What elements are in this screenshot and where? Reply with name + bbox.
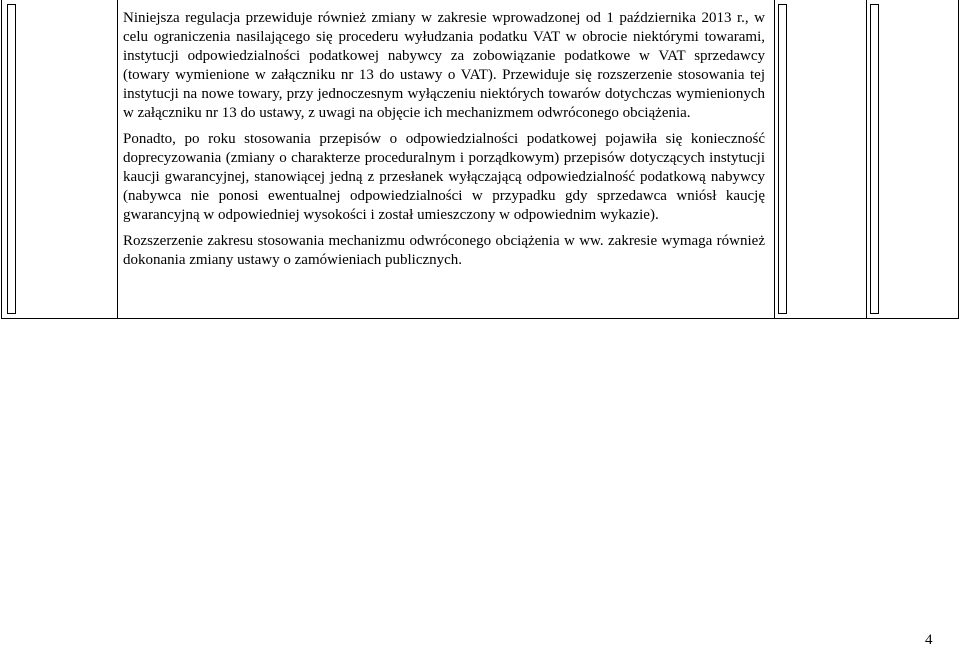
paragraph: Rozszerzenie zakresu stosowania mechanizmu odwróconego obciążenia w ww. zakresie wymaga również dokonania zmiany ustawy o zamówieniach publicznych. [123, 233, 765, 268]
paragraph: Ponadto, po roku stosowania przepisów o odpowiedzialności podatkowej pojawiła się konieczność doprecyzowania (zmiany o charakterze proceduralnym i porządkowym) przepisów dotyczących instytucji kaucji gwarancyjnej, stanowiącej jedną z przesłanek wyłączającą odpowiedzialność podatkową nabywcy (nabywca nie ponosi ewentualnej odpowiedzialności w przypadku gdy sprzedawca wniósł kaucję gwarancyjną w odpowiedniej wysokości i został umieszczony w odpowiednim wykazie). [123, 131, 765, 223]
cell-inner-border [7, 4, 16, 314]
column-divider [866, 0, 867, 318]
table-cell-text [123, 9, 765, 270]
paragraph: Niniejsza regulacja przewiduje również zmiany w zakresie wprowadzonej od 1 października 2013 r., w celu ograniczenia nasilającego się procederu wyłudzania podatku VAT w obrocie niektórymi towarami, instytucji odpowiedzialności podatkowej nabywcy za zobowiązanie podatkowe w VAT sprzedawcy (towary wymienione w załączniku nr 13 do ustawy o VAT). Przewiduje się rozszerzenie stosowania tej instytucji na nowe towary, przy jednoczesnym wyłączeniu niektórych towarów dotychczas wymienionych w załączniku nr 13 do ustawy, z uwagi na objęcie ich mechanizmem odwróconego obciążenia. [123, 10, 765, 121]
cell-inner-border [778, 4, 787, 314]
cell-inner-border [870, 4, 879, 314]
page-number: 4 [925, 632, 933, 648]
column-divider [117, 0, 118, 318]
column-divider [774, 0, 775, 318]
